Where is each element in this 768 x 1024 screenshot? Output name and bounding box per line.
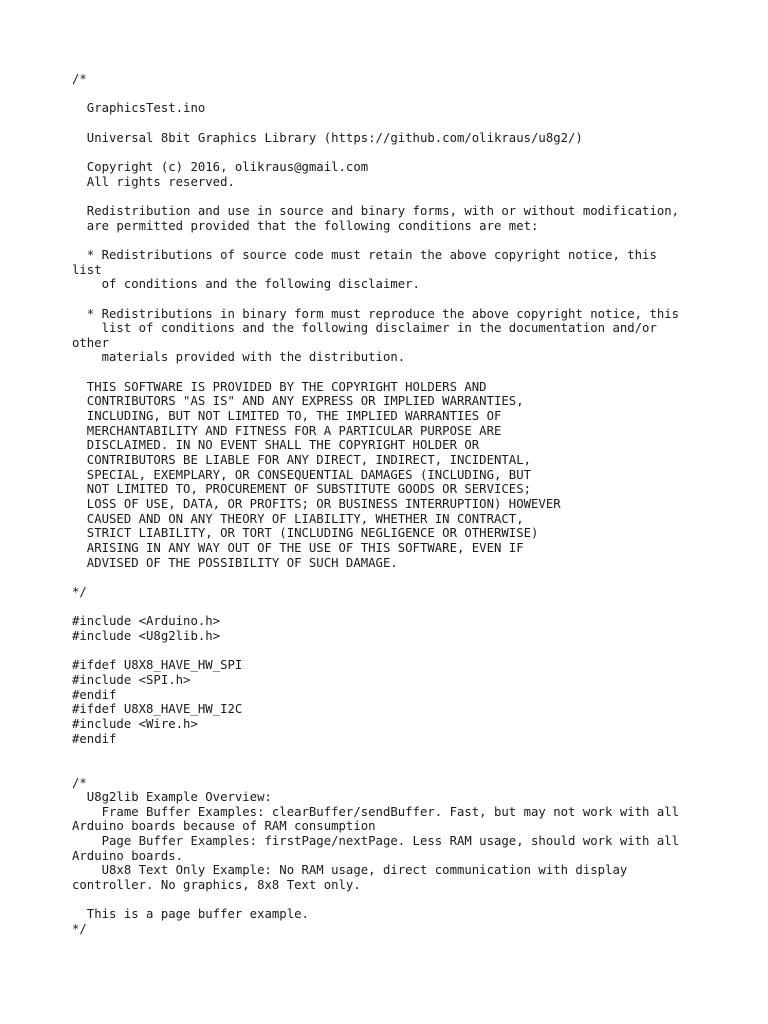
source-code-text: /* GraphicsTest.ino Universal 8bit Graphics Library (https://github.com/olikraus/u8g2/) Copyright (c) 2016, olikraus@gmail.com All rights reserved. Redistribution and use in source and binary forms, with or without modification, are permitted provided that the following conditions are met: * Redistributions of source code must retain the above copyright notice, this list of conditions and the following disclaimer. * Redistributions in binary form must reproduce the above copyright notice, this list of conditions and the following disclaimer in the documentation and/or other materials provided with the distribution. THIS SOFTWARE IS PROVIDED BY THE COPYRIGHT HOLDERS AND CONTRIBUTORS "AS IS" AND ANY EXPRESS OR IMPLIED WARRANTIES, INCLUDING, BUT NOT LIMITED TO, THE IMPLIED WARRANTIES OF MERCHANTABILITY AND FITNESS FOR A PARTICULAR PURPOSE ARE DISCLAIMED. IN NO EVENT SHALL THE COPYRIGHT HOLDER OR CONTRIBUTORS BE LIABLE FOR ANY DIRECT, INDIRECT, INCIDENTAL, SPECIAL, EXEMPLARY, OR CONSEQUENTIAL DAMAGES (INCLUDING, BUT NOT LIMITED TO, PROCUREMENT OF SUBSTITUTE GOODS OR SERVICES; LOSS OF USE, DATA, OR PROFITS; OR BUSINESS INTERRUPTION) HOWEVER CAUSED AND ON ANY THEORY OF LIABILITY, WHETHER IN CONTRACT, STRICT LIABILITY, OR TORT (INCLUDING NEGLIGENCE OR OTHERWISE) ARISING IN ANY WAY OUT OF THE USE OF THIS SOFTWARE, EVEN IF ADVISED OF THE POSSIBILITY OF SUCH DAMAGE. */ #include <Arduino.h> #include <U8g2lib.h> #ifdef U8X8_HAVE_HW_SPI #include <SPI.h> #endif #ifdef U8X8_HAVE_HW_I2C #include <Wire.h> #endif /* U8g2lib Example Overview: Frame Buffer Examples: clearBuffer/sendBuffer. Fast, but may not work with all Arduino boards because of RAM consumption Page Buffer Examples: firstPage/nextPage. Less RAM usage, should work with all Arduino boards. U8x8 Text Only Example: No RAM usage, direct communication with display controller. No graphics, 8x8 Text only. This is a page buffer example. */ — [72, 72, 680, 937]
document-page — [72, 72, 712, 937]
